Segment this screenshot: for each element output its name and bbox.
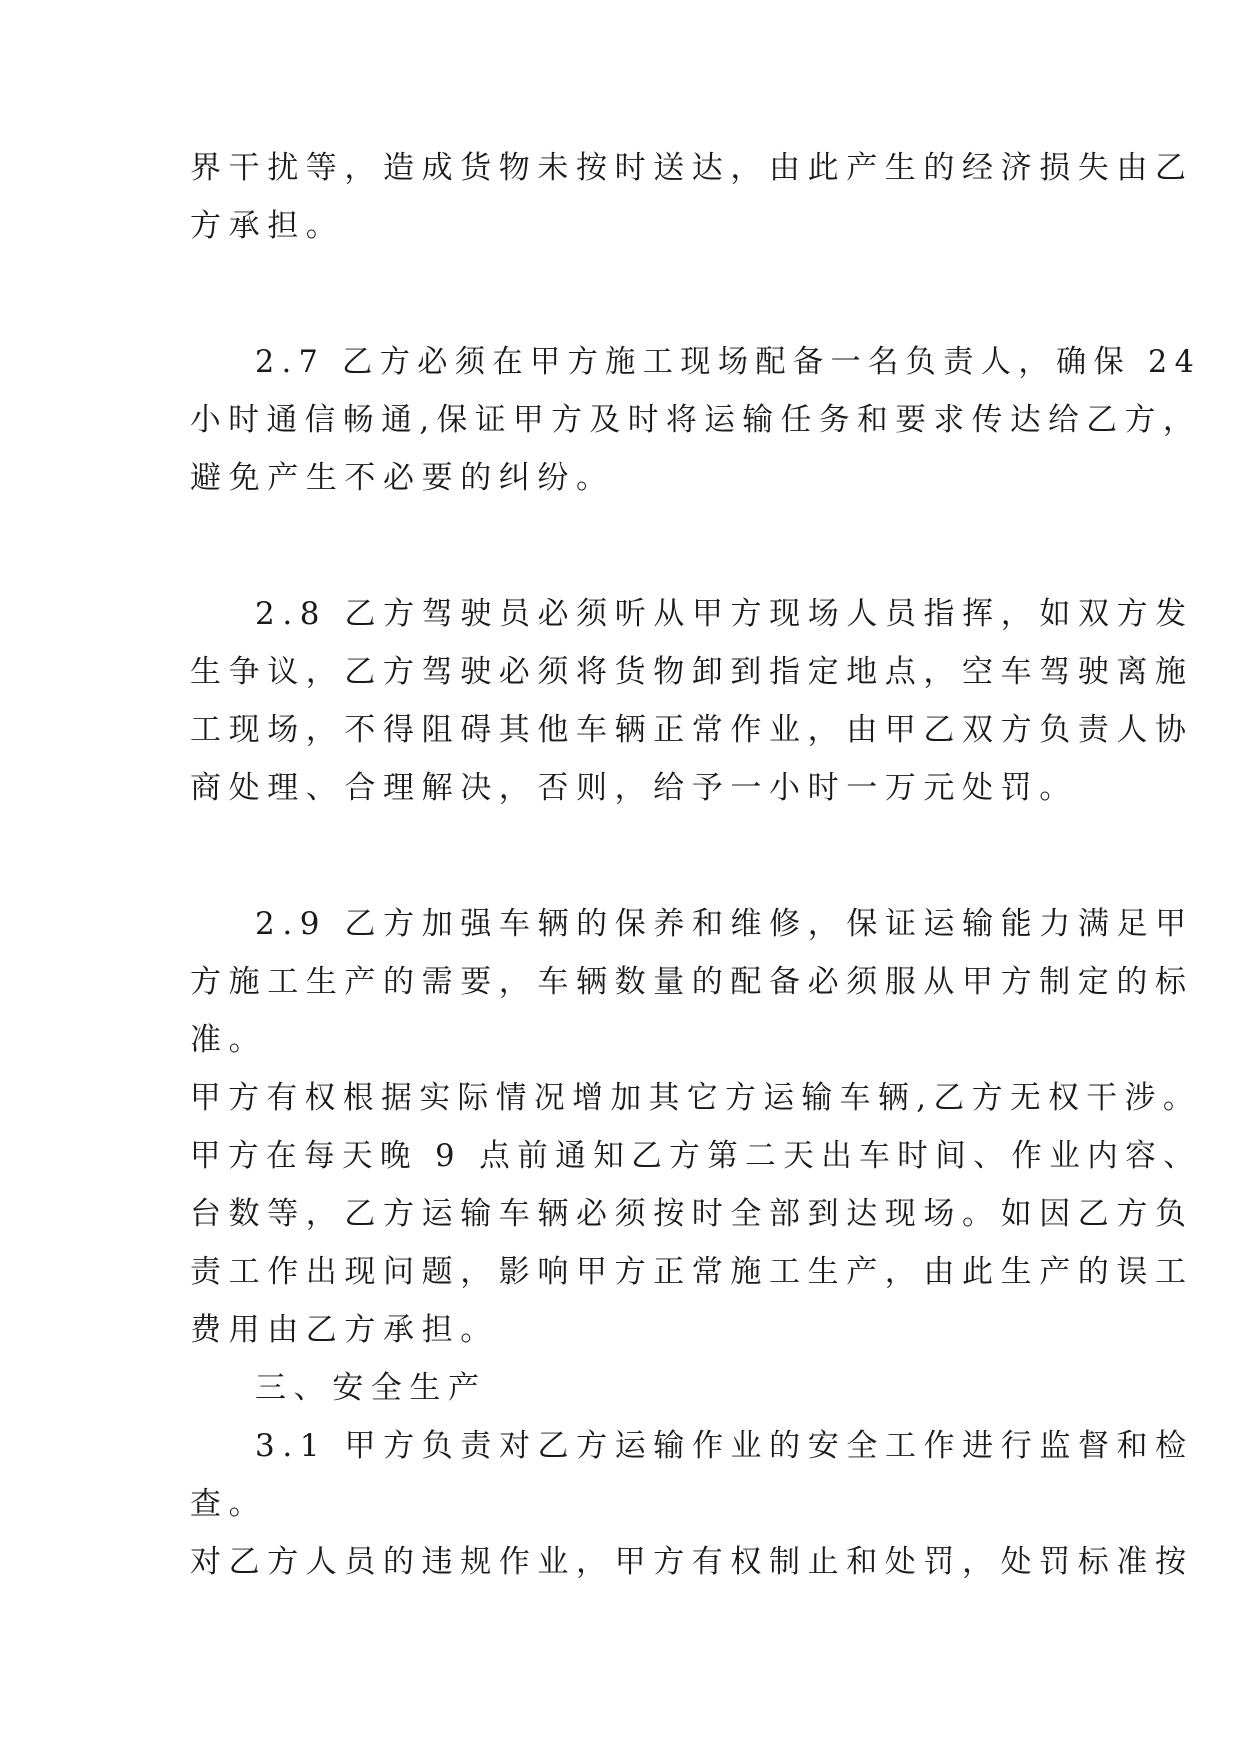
text-line: 准。 xyxy=(190,1022,268,1058)
text-line: 2.9 乙方加强车辆的保养和维修，保证运输能力满足甲 xyxy=(255,906,1194,942)
text-line: 3.1 甲方负责对乙方运输作业的安全工作进行监督和检 xyxy=(255,1428,1194,1464)
text-line: 方承担。 xyxy=(190,208,345,244)
text-line: 甲方在每天晚 9 点前通知乙方第二天出车时间、作业内容、 xyxy=(190,1138,1202,1174)
text-line: 2.7 乙方必须在甲方施工现场配备一名负责人，确保 24 xyxy=(255,344,1202,380)
text-line: 责工作出现问题，影响甲方正常施工生产，由此生产的误工 xyxy=(190,1254,1194,1290)
text-line: 小时通信畅通,保证甲方及时将运输任务和要求传达给乙方， xyxy=(190,402,1202,438)
text-line: 甲方有权根据实际情况增加其它方运输车辆,乙方无权干涉。 xyxy=(190,1080,1202,1116)
text-line: 2.8 乙方驾驶员必须听从甲方现场人员指挥，如双方发 xyxy=(255,596,1194,632)
text-line: 工现场，不得阻碍其他车辆正常作业，由甲乙双方负责人协 xyxy=(190,712,1194,748)
section-heading: 三、安全生产 xyxy=(255,1370,487,1406)
text-line: 台数等，乙方运输车辆必须按时全部到达现场。如因乙方负 xyxy=(190,1196,1194,1232)
text-line: 商处理、合理解决，否则，给予一小时一万元处罚。 xyxy=(190,770,1078,806)
text-line: 界干扰等，造成货物未按时送达，由此产生的经济损失由乙 xyxy=(190,150,1194,186)
text-line: 查。 xyxy=(190,1486,268,1522)
text-line: 避免产生不必要的纠纷。 xyxy=(190,460,615,496)
text-line: 费用由乙方承担。 xyxy=(190,1312,499,1348)
text-line: 方施工生产的需要，车辆数量的配备必须服从甲方制定的标 xyxy=(190,964,1194,1000)
text-line: 生争议，乙方驾驶必须将货物卸到指定地点，空车驾驶离施 xyxy=(190,654,1194,690)
text-line: 对乙方人员的违规作业，甲方有权制止和处罚，处罚标准按 xyxy=(190,1544,1194,1580)
